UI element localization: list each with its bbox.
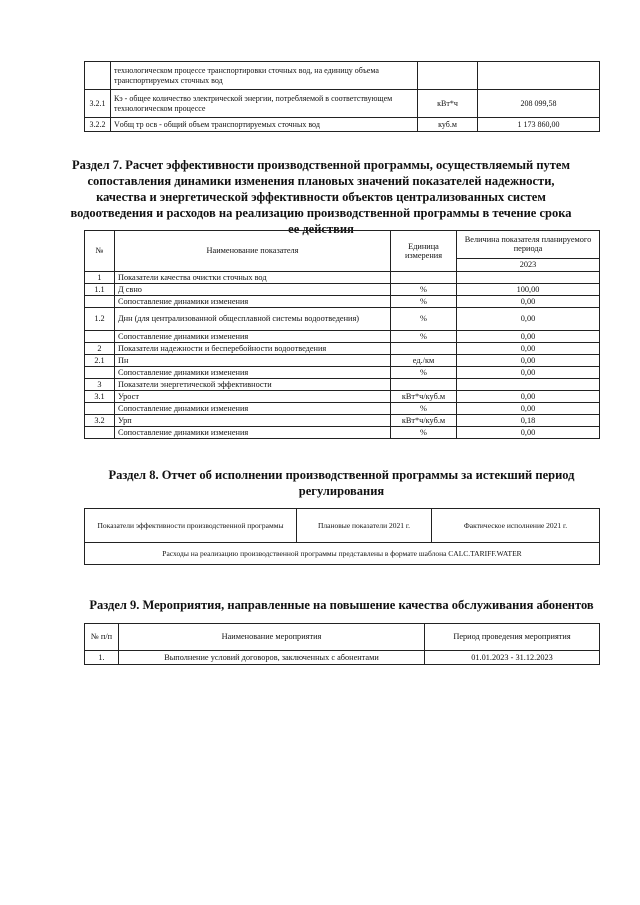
indicator-name: Кэ - общее количество электрической энергии, потребляемой в соответствующем технологическом процессе xyxy=(111,90,418,118)
section-7-title: Раздел 7. Расчет эффективности производственной программы, осуществляемый путем сопоставления динамики изменения плановых значений показателей надежности, качества и энергетической эффективности объектов централизованных систем водоотведения и расходов на реализацию производственной программы в течение срока ее действия xyxy=(70,158,572,236)
table-row xyxy=(85,391,600,403)
header-name: Наименование мероприятия xyxy=(119,624,425,651)
value: 0,00 xyxy=(457,331,600,343)
indicator-name: Урост xyxy=(115,391,391,403)
row-number xyxy=(85,62,111,90)
table-row xyxy=(85,331,600,343)
row-number xyxy=(85,367,115,379)
table-row xyxy=(85,296,600,308)
expenses-note: Расходы на реализацию производственной программы представлены в формате шаблона CALC.TARIFF.WATER xyxy=(85,543,600,565)
header-planned: Плановые показатели 2021 г. xyxy=(297,509,432,543)
measure-period: 01.01.2023 - 31.12.2023 xyxy=(425,651,600,665)
table-header-row xyxy=(85,509,600,543)
section-9-table xyxy=(84,623,600,665)
indicator-name: Сопоставление динамики изменения xyxy=(115,403,391,415)
section-7-table xyxy=(84,230,600,439)
section-8-title: Раздел 8. Отчет об исполнении производственной программы за истекший период регулирования xyxy=(108,468,575,498)
value: 0,00 xyxy=(457,391,600,403)
row-number: 2 xyxy=(85,343,115,355)
unit xyxy=(391,379,457,391)
indicator-name: Днн (для централизованной общесплавной системы водоотведения) xyxy=(115,308,391,331)
unit xyxy=(391,343,457,355)
table-row xyxy=(85,355,600,367)
row-number: 2.1 xyxy=(85,355,115,367)
unit: % xyxy=(391,331,457,343)
measure-name: Выполнение условий договоров, заключенных с абонентами xyxy=(119,651,425,665)
row-number: 3.2.2 xyxy=(85,118,111,132)
row-number: 3.2.1 xyxy=(85,90,111,118)
table-row xyxy=(85,272,600,284)
table-row xyxy=(85,118,600,132)
indicator-name: Пн xyxy=(115,355,391,367)
table-row xyxy=(85,367,600,379)
row-number: 1.1 xyxy=(85,284,115,296)
row-number: 1. xyxy=(85,651,119,665)
unit: куб.м xyxy=(418,118,478,132)
unit: % xyxy=(391,403,457,415)
indicator-name: Показатели энергетической эффективности xyxy=(115,379,391,391)
indicator-name: Vобщ тр осв - общий объем транспортируемых сточных вод xyxy=(111,118,418,132)
indicator-name: Показатели качества очистки сточных вод xyxy=(115,272,391,284)
indicator-name: Урп xyxy=(115,415,391,427)
header-actual: Фактическое исполнение 2021 г. xyxy=(432,509,600,543)
row-number xyxy=(85,296,115,308)
section-9-title: Раздел 9. Мероприятия, направленные на повышение качества обслуживания абонентов xyxy=(89,598,594,612)
header-value: Величина показателя планируемого периода xyxy=(457,231,600,259)
row-number: 1 xyxy=(85,272,115,284)
row-number xyxy=(85,403,115,415)
section-8-table xyxy=(84,508,600,565)
table-row xyxy=(85,90,600,118)
table-row xyxy=(85,308,600,331)
value: 0,00 xyxy=(457,308,600,331)
row-number: 1.2 xyxy=(85,308,115,331)
header-name: Наименование показателя xyxy=(115,231,391,272)
unit: % xyxy=(391,296,457,308)
header-year: 2023 xyxy=(457,258,600,271)
value: 0,00 xyxy=(457,367,600,379)
table-row xyxy=(85,343,600,355)
indicator-name: Показатели надежности и бесперебойности водоотведения xyxy=(115,343,391,355)
table-header-row xyxy=(85,624,600,651)
row-number xyxy=(85,427,115,439)
value: 0,00 xyxy=(457,296,600,308)
indicator-name: Д свно xyxy=(115,284,391,296)
value: 100,00 xyxy=(457,284,600,296)
header-unit: Единица измерения xyxy=(391,231,457,272)
value xyxy=(457,379,600,391)
unit: % xyxy=(391,284,457,296)
unit: кВт*ч/куб.м xyxy=(391,391,457,403)
value: 0,00 xyxy=(457,343,600,355)
indicator-name: Сопоставление динамики изменения xyxy=(115,331,391,343)
value: 0,00 xyxy=(457,355,600,367)
header-indicators: Показатели эффективности производственной программы xyxy=(85,509,297,543)
header-num: № xyxy=(85,231,115,272)
table-row xyxy=(85,62,600,90)
header-num: № п/п xyxy=(85,624,119,651)
value: 208 099,58 xyxy=(478,90,600,118)
row-number: 3.1 xyxy=(85,391,115,403)
unit: ед./км xyxy=(391,355,457,367)
table-row xyxy=(85,427,600,439)
indicator-name: Сопоставление динамики изменения xyxy=(115,427,391,439)
table-row xyxy=(85,415,600,427)
header-period: Период проведения мероприятия xyxy=(425,624,600,651)
value: 0,18 xyxy=(457,415,600,427)
value xyxy=(457,272,600,284)
unit: кВт*ч xyxy=(418,90,478,118)
table-row xyxy=(85,403,600,415)
table-row xyxy=(85,543,600,565)
value xyxy=(478,62,600,90)
unit xyxy=(391,272,457,284)
unit: % xyxy=(391,308,457,331)
table-row xyxy=(85,284,600,296)
table-row xyxy=(85,379,600,391)
table-header-row xyxy=(85,231,600,259)
unit xyxy=(418,62,478,90)
value: 1 173 860,00 xyxy=(478,118,600,132)
row-number: 3.2 xyxy=(85,415,115,427)
table-row xyxy=(85,651,600,665)
unit: % xyxy=(391,427,457,439)
row-number xyxy=(85,331,115,343)
indicator-name: технологическом процессе транспортировки сточных вод, на единицу объема транспортируемых сточных вод xyxy=(111,62,418,90)
row-number: 3 xyxy=(85,379,115,391)
top-indicators-table xyxy=(84,61,600,132)
value: 0,00 xyxy=(457,427,600,439)
indicator-name: Сопоставление динамики изменения xyxy=(115,367,391,379)
unit: % xyxy=(391,367,457,379)
unit: кВт*ч/куб.м xyxy=(391,415,457,427)
indicator-name: Сопоставление динамики изменения xyxy=(115,296,391,308)
value: 0,00 xyxy=(457,403,600,415)
